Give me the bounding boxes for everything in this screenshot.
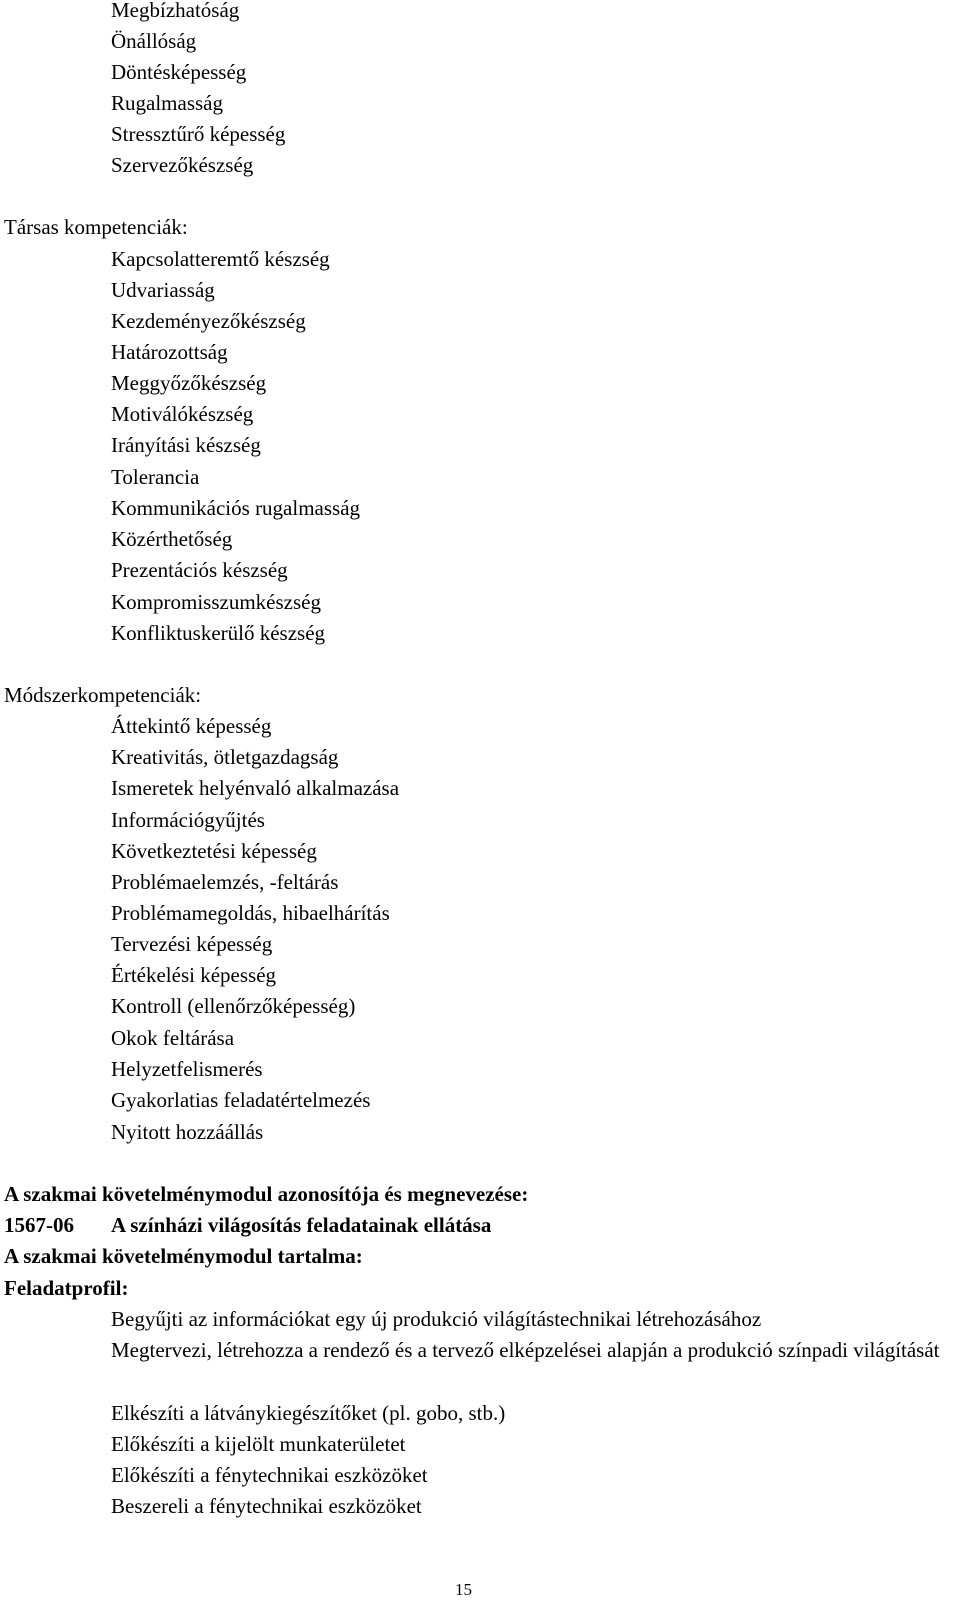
list-item: Közérthetőség [111,527,233,551]
list-item: Tervezési képesség [111,932,273,956]
profile-heading: Feladatprofil: [4,1276,129,1300]
list-item: Stressztűrő képesség [111,122,286,146]
list-item: Döntésképesség [111,60,247,84]
list-item: Irányítási készség [111,433,261,457]
list-item: Nyitott hozzáállás [111,1120,264,1144]
list-item: Rugalmasság [111,91,223,115]
list-item: Kezdeményezőkészség [111,309,306,333]
list-item: Prezentációs készség [111,558,288,582]
modul-content-heading: A szakmai követelménymodul tartalma: [4,1244,363,1268]
list-item: Önállóság [111,29,197,53]
list-item: Határozottság [111,340,228,364]
list-item: Következtetési képesség [111,839,317,863]
list-item: Motiválókészség [111,402,254,426]
list-item: Előkészíti a kijelölt munkaterületet [111,1432,406,1456]
modul-code: 1567-06 [4,1213,74,1237]
list-item: Meggyőzőkészség [111,371,267,395]
list-item: Megbízhatóság [111,0,240,22]
list-item: Konfliktuskerülő készség [111,621,326,645]
list-item: Kommunikációs rugalmasság [111,496,361,520]
list-item: Gyakorlatias feladatértelmezés [111,1088,371,1112]
list-item: Kapcsolatteremtő készség [111,247,330,271]
list-item: Megtervezi, létrehozza a rendező és a tervező elképzelései alapján a produkció színpadi világítását [111,1338,940,1362]
list-item: Problémamegoldás, hibaelhárítás [111,901,390,925]
section-heading-tarsas: Társas kompetenciák: [4,215,188,239]
list-item: Értékelési képesség [111,963,277,987]
list-item: Ismeretek helyénvaló alkalmazása [111,776,400,800]
modul-id-heading: A szakmai követelménymodul azonosítója és megnevezése: [4,1182,529,1206]
list-item: Előkészíti a fénytechnikai eszközöket [111,1463,428,1487]
list-item: Áttekintő képesség [111,714,272,738]
list-item: Kreativitás, ötletgazdagság [111,745,339,769]
list-item: Információgyűjtés [111,808,265,832]
list-item: Okok feltárása [111,1026,235,1050]
list-item: Beszereli a fénytechnikai eszközöket [111,1494,422,1518]
list-item: Elkészíti a látványkiegészítőket (pl. gobo, stb.) [111,1401,506,1425]
list-item: Tolerancia [111,465,200,489]
list-item: Problémaelemzés, -feltárás [111,870,339,894]
list-item: Begyűjti az információkat egy új produkció világítástechnikai létrehozásához [111,1307,762,1331]
section-heading-modszer: Módszerkompetenciák: [4,683,202,707]
list-item: Helyzetfelismerés [111,1057,263,1081]
modul-name: A színházi világosítás feladatainak ellátása [111,1213,492,1237]
list-item: Szervezőkészség [111,153,254,177]
page-number: 15 [455,1580,472,1599]
list-item: Kontroll (ellenőrzőképesség) [111,994,356,1018]
list-item: Udvariasság [111,278,215,302]
list-item: Kompromisszumkészség [111,590,321,614]
